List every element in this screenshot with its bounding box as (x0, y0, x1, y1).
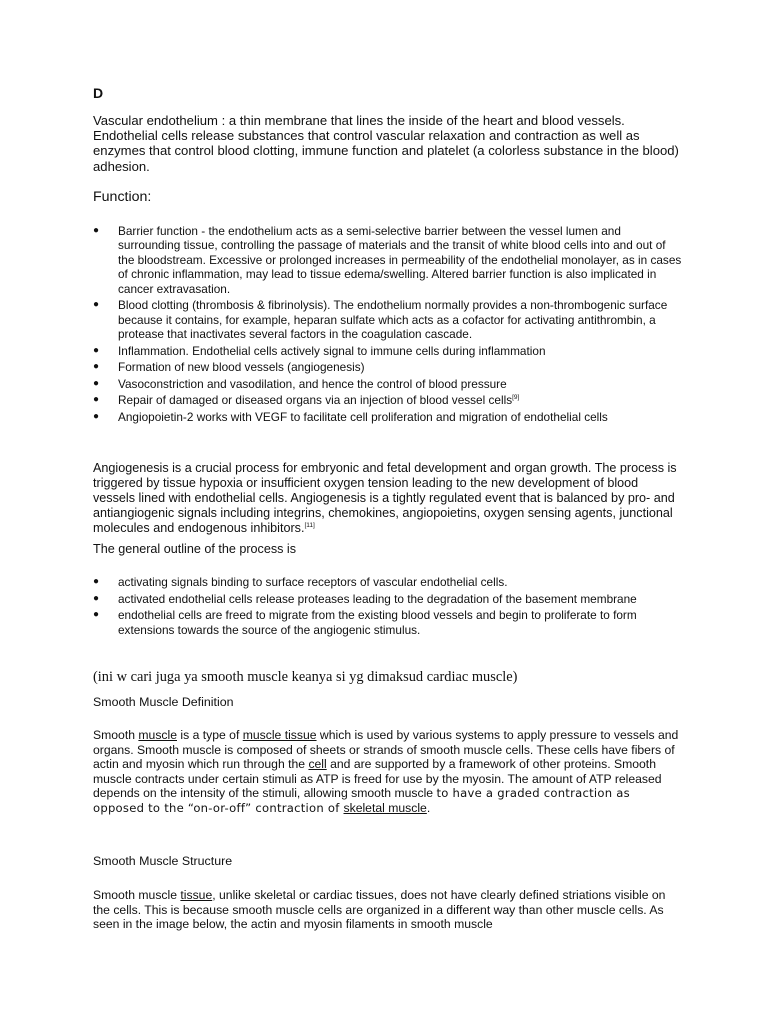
intro-paragraph: Vascular endothelium : a thin membrane that lines the inside of the heart and blood vessels. Endothelial cells release substances that control vascular relaxation and contraction as well as enzymes that control blood clotting, immune function and platelet (a colorless substance in the blood) adhesion. (93, 113, 679, 174)
outline-intro: The general outline of the process is (93, 542, 297, 556)
function-list (93, 224, 685, 427)
link-muscle[interactable]: muscle (138, 728, 177, 742)
list-item: ● activated endothelial cells release proteases leading to the degradation of the basement membrane (93, 591, 637, 606)
smooth-muscle-structure-heading: Smooth Muscle Structure (93, 854, 233, 868)
list-item: ● Vasoconstriction and vasodilation, and hence the control of blood pressure (93, 376, 507, 391)
link-skeletal-muscle[interactable]: skeletal muscle (343, 800, 427, 815)
list-item: ● Barrier function - the endothelium acts as a semi-selective barrier between the vessel lumen and surrounding tissue, controlling the passage of materials and the transit of white blood cells into and out of the bloodstream. Excessive or prolonged increases in permeability of the endothelial monolayer, as in cases of chronic inflammation, may lead to tissue edema/swelling. Altered barrier function is also implicated in cancer extravasation. (93, 224, 682, 296)
bullet-icon: ● (93, 592, 100, 604)
list-item: ● Blood clotting (thrombosis & fibrinolysis). The endothelium normally provides a non-thrombogenic surface because it contains, for example, heparan sulfate which acts as a cofactor for activating antithrombin, a protease that inactivates several factors in the coagulation cascade. (93, 298, 668, 342)
bullet-icon: ● (93, 576, 100, 587)
handwritten-note: (ini w cari juga ya smooth muscle keanya si yg dimaksud cardiac muscle) (93, 669, 518, 685)
function-heading: Function: (93, 189, 152, 205)
list-item: ● endothelial cells are freed to migrate from the existing blood vessels and begin to proliferate to form extensions towards the source of the angiogenic stimulus. (93, 608, 637, 637)
citation-ref[interactable]: [11] (304, 521, 315, 529)
outline-list (93, 575, 685, 639)
list-item: ● Inflammation. Endothelial cells actively signal to immune cells during inflammation (93, 343, 546, 358)
bullet-icon: ● (93, 344, 100, 356)
bullet-icon: ● (93, 609, 100, 621)
bullet-icon: ● (93, 299, 100, 311)
bullet-icon: ● (93, 411, 100, 422)
smooth-muscle-definition-paragraph: Smooth muscle is a type of muscle tissue which is used by various systems to apply pressure to vessels and organs. Smooth muscle is composed of sheets or strands of smooth muscle cells. These cells have fibers of actin and myosin which run through the cell and are supported by a framework of other proteins. Smooth muscle contracts under certain stimuli as ATP is freed for use by the myosin. The amount of ATP released depends on the intensity of the stimuli, allowing smooth muscle to have a graded contraction as opposed to the “on-or-off” contraction of skeletal muscle. (93, 728, 679, 815)
section-letter: D (93, 85, 104, 101)
list-item: ● Angiopoietin-2 works with VEGF to facilitate cell proliferation and migration of endothelial cells (93, 410, 608, 424)
link-tissue[interactable]: tissue (180, 888, 213, 902)
smooth-muscle-definition-heading: Smooth Muscle Definition (93, 695, 234, 709)
link-cell[interactable]: cell (308, 757, 327, 772)
bullet-icon: ● (93, 394, 100, 406)
list-item: ● Formation of new blood vessels (angiogenesis) (93, 360, 365, 375)
bullet-icon: ● (93, 361, 100, 373)
link-muscle-tissue[interactable]: muscle tissue (242, 728, 317, 742)
smooth-muscle-structure-paragraph: Smooth muscle tissue, unlike skeletal or cardiac tissues, does not have clearly defined striations visible on the cells. This is because smooth muscle cells are organized in a different way than other muscle cells. As seen in the image below, the actin and myosin filaments in smooth muscle (93, 888, 666, 932)
angiogenesis-paragraph: Angiogenesis is a crucial process for embryonic and fetal development and organ growth. The process is triggered by tissue hypoxia or insufficient oxygen tension leading to the new development of blood vessels lined with endothelial cells. Angiogenesis is a tightly regulated event that is balanced by pro- and antiangiogenic signals including integrins, chemokines, angiopoietins, oxygen sensing agents, junctional molecules and endogenous inhibitors.[11] (93, 461, 677, 535)
bullet-icon: ● (93, 377, 100, 389)
citation-ref[interactable]: [9] (512, 394, 520, 402)
list-item: ● Repair of damaged or diseased organs via an injection of blood vessel cells[9] (93, 393, 520, 408)
bullet-icon: ● (93, 225, 100, 236)
list-item: ● activating signals binding to surface receptors of vascular endothelial cells. (93, 575, 508, 589)
